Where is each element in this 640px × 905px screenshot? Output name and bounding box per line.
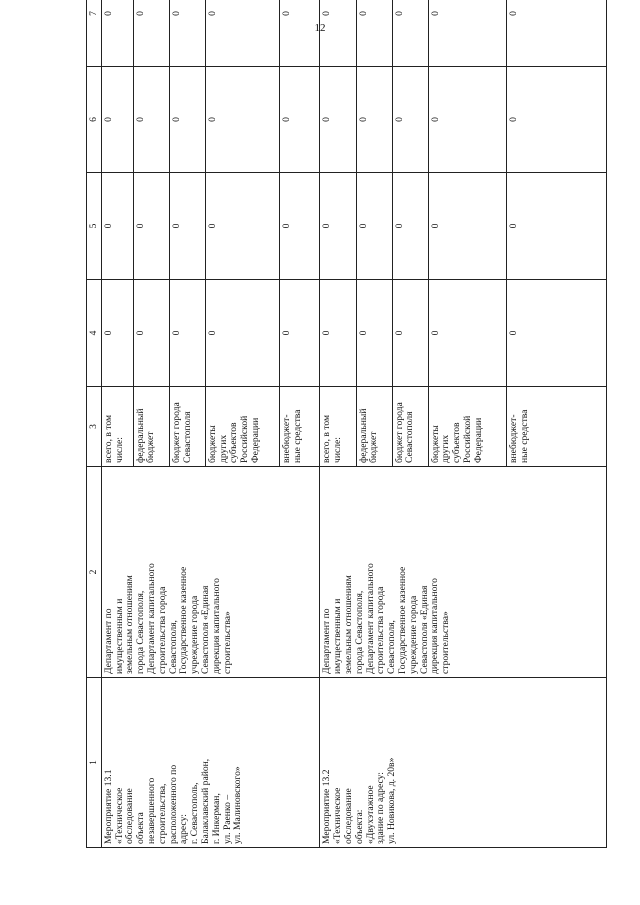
source-cell: внебюджет- ные средства: [280, 387, 320, 467]
value-cell: 0: [280, 173, 320, 280]
value-cell: 0: [356, 173, 392, 280]
column-header: 5: [87, 173, 102, 280]
value-cell: 0: [392, 173, 428, 280]
value-cell: 0: [428, 280, 507, 387]
source-cell: бюджет города Севастополя: [392, 387, 428, 467]
value-cell: 0: [280, 280, 320, 387]
source-cell: всего, в том числе:: [320, 387, 356, 467]
value-cell: 0: [205, 67, 279, 173]
value-cell: 0: [101, 67, 133, 173]
source-cell: бюджеты других субъектов Российской Федерации: [428, 387, 507, 467]
executor-cell: Департамент по имущественным и земельным отношениям города Севастополя, Департамент капитального строительства города Севастополя, Государственное казенное учреждение города Севастополя «Единая дирекция капитального строительства»: [320, 467, 607, 678]
value-cell: 0: [169, 0, 205, 67]
value-cell: 0: [101, 173, 133, 280]
executor-cell: Департамент по имущественным и земельным отношениям города Севастополя, Департамент капитального строительства города Севастополя, Государственное казенное учреждение города Севастополя «Единая дирекция капитального строительства»: [101, 467, 320, 678]
value-cell: 0: [356, 280, 392, 387]
value-cell: 0: [428, 67, 507, 173]
page-number: 12: [314, 22, 326, 34]
value-cell: 0: [392, 67, 428, 173]
column-header: 4: [87, 280, 102, 387]
value-cell: 0: [205, 0, 279, 67]
value-cell: 0: [507, 280, 607, 387]
source-cell: бюджеты других субъектов Российской Федерации: [205, 387, 279, 467]
column-header: 3: [87, 387, 102, 467]
column-header: 2: [87, 467, 102, 678]
value-cell: 0: [133, 280, 169, 387]
value-cell: 0: [169, 173, 205, 280]
source-cell: федеральный бюджет: [356, 387, 392, 467]
value-cell: 0: [205, 173, 279, 280]
value-cell: 0: [205, 280, 279, 387]
value-cell: 0: [280, 0, 320, 67]
value-cell: 0: [356, 0, 392, 67]
header-row: [87, 0, 102, 848]
value-cell: 0: [280, 67, 320, 173]
value-cell: 0: [133, 0, 169, 67]
measure-cell: Мероприятие 13.2 «Техническое обследование объекта: «Двухэтажное здание по адресу: ул. Новикова, д. 20в»: [320, 678, 607, 848]
table-row: [101, 0, 133, 848]
value-cell: 0: [507, 0, 607, 67]
value-cell: 0: [320, 0, 356, 67]
value-cell: 0: [133, 173, 169, 280]
value-cell: 0: [169, 67, 205, 173]
measure-cell: Мероприятие 13.1 «Техническое обследование объекта незавершенного строительства, расположенного по адресу: г. Севастополь, Балаклавский район, г. Инкерман, ул. Раенко – ул. Малиновского»: [101, 678, 320, 848]
value-cell: 0: [428, 173, 507, 280]
rotated-table-wrapper: [86, 11, 607, 848]
financing-table: [86, 0, 607, 848]
value-cell: 0: [101, 280, 133, 387]
value-cell: 0: [428, 0, 507, 67]
source-cell: бюджет города Севастополя: [169, 387, 205, 467]
source-cell: федеральный бюджет: [133, 387, 169, 467]
column-header: 1: [87, 678, 102, 848]
value-cell: 0: [133, 67, 169, 173]
source-cell: внебюджет- ные средства: [507, 387, 607, 467]
value-cell: 0: [507, 173, 607, 280]
value-cell: 0: [356, 67, 392, 173]
value-cell: 0: [320, 173, 356, 280]
column-header: 6: [87, 67, 102, 173]
value-cell: 0: [507, 67, 607, 173]
source-cell: всего, в том числе:: [101, 387, 133, 467]
value-cell: 0: [320, 67, 356, 173]
value-cell: 0: [392, 0, 428, 67]
value-cell: 0: [320, 280, 356, 387]
value-cell: 0: [101, 0, 133, 67]
value-cell: 0: [169, 280, 205, 387]
table-row: [320, 0, 356, 848]
column-header: 7: [87, 0, 102, 67]
value-cell: 0: [392, 280, 428, 387]
